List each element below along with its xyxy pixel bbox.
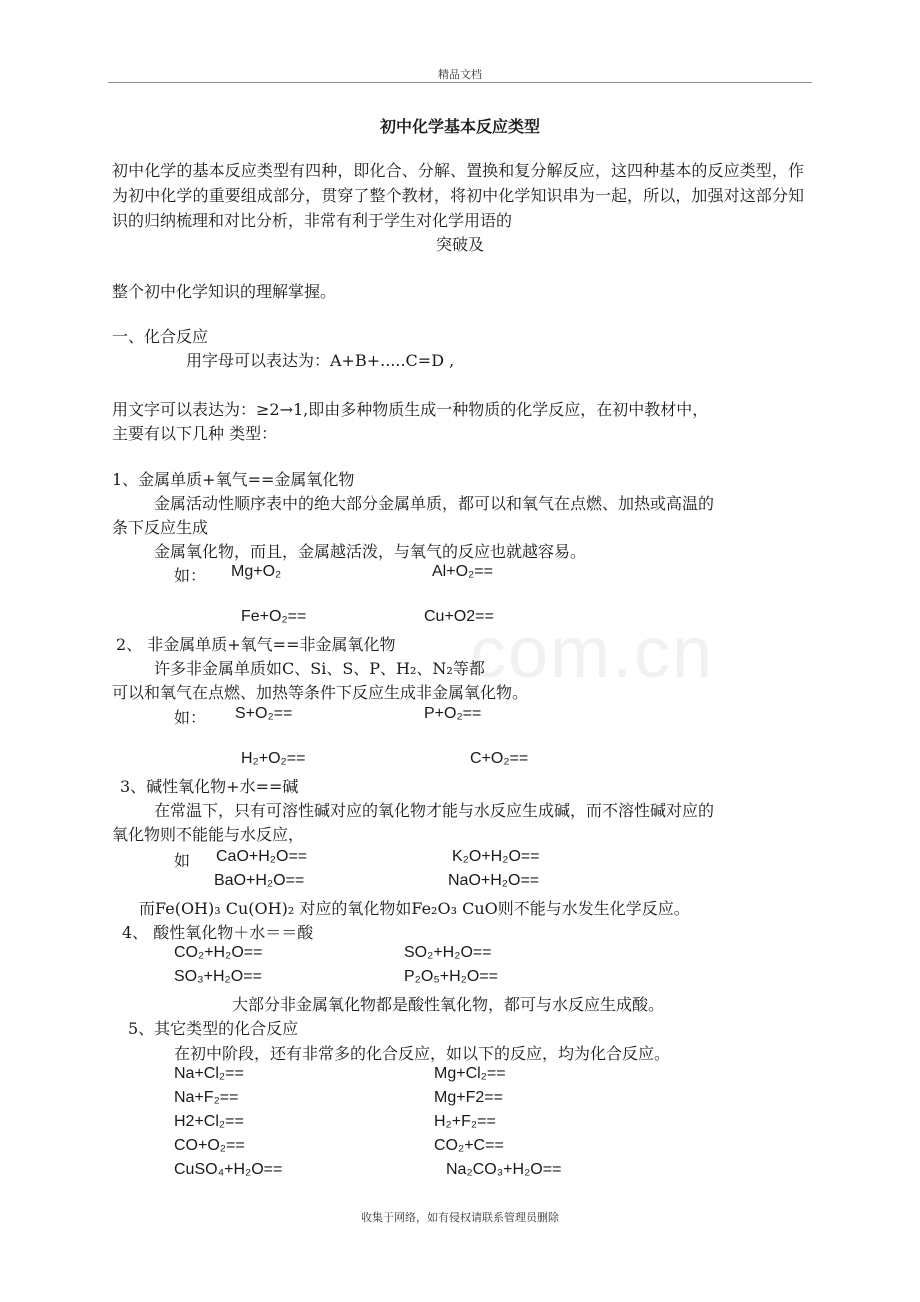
type2-example-prefix: 如： (174, 708, 207, 727)
equation-p2o5-h2o: P₂O₅+H₂O== (404, 968, 499, 985)
type3-desc-line2: 氧化物则不能能与水反应， (112, 825, 305, 844)
intro-paragraph: 初中化学的基本反应类型有四种，即化合、分解、置换和复分解反应，这四种基本的反应类型，作为初中化学的重要组成部分，贯穿了整个教材，将初中化学知识串为一起，所以，加强对这部分知识的归纳梳理和对比分析，非常有利于学生对化学用语的 (112, 161, 804, 230)
page-footer-label: 收集于网络，如有侵权请联系管理员删除 (361, 1211, 559, 1224)
type4-heading: 4、 酸性氧化物＋水＝＝酸 (122, 923, 314, 942)
type5-desc: 在初中阶段，还有非常多的化合反应，如以下的反应，均为化合反应。 (174, 1044, 671, 1063)
type2-desc-line2: 可以和氧气在点燃、加热等条件下反应生成非金属氧化物。 (112, 683, 529, 702)
equation-list-item: CO+O₂== (174, 1137, 245, 1154)
type1-desc-line2: 条下反应生成 (112, 518, 209, 537)
letters-expression: 用字母可以表达为：A+B+.....C=D , (186, 351, 455, 370)
equation-h2-o2: H₂+O₂== (241, 750, 306, 767)
equation-cu-o2: Cu+O2== (424, 608, 494, 625)
equation-so2-h2o: SO₂+H₂O== (404, 944, 492, 961)
equation-list-item: Mg+F2== (434, 1089, 503, 1106)
intro-last-line: 突破及 (435, 235, 484, 254)
section-heading-combination: 一、化合反应 (112, 327, 209, 346)
equation-co2-h2o: CO₂+H₂O== (174, 944, 263, 961)
equation-s-o2: S+O₂== (235, 705, 293, 722)
equation-so3-h2o: SO₃+H₂O== (174, 968, 262, 985)
equation-list-item: Na₂CO₃+H₂O== (446, 1161, 562, 1178)
words-expression-line1: 用文字可以表达为：≥2→1,即由多种物质生成一种物质的化学反应，在初中教材中， (112, 400, 709, 419)
equation-list-item: Na+F₂== (174, 1089, 239, 1106)
equation-list-item: CO₂+C== (434, 1137, 504, 1154)
equation-c-o2: C+O₂== (470, 750, 529, 767)
type4-note: 大部分非金属氧化物都是酸性氧化物，都可与水反应生成酸。 (232, 995, 665, 1014)
equation-p-o2: P+O₂== (424, 705, 482, 722)
type3-note: 而Fe(OH)₃ Cu(OH)₂ 对应的氧化物如Fe₂O₃ CuO则不能与水发生化学反应。 (139, 899, 690, 918)
equation-list-item: H2+Cl₂== (174, 1113, 244, 1130)
watermark: com.cn (470, 613, 715, 693)
equation-bao-h2o: BaO+H₂O== (214, 872, 305, 889)
type2-heading: 2、 非金属单质+氧气==非金属氧化物 (116, 635, 396, 654)
header-divider (108, 82, 812, 83)
equation-fe-o2: Fe+O₂== (241, 608, 307, 625)
equation-nao-h2o: NaO+H₂O== (448, 872, 540, 889)
type5-heading: 5、其它类型的化合反应 (128, 1019, 299, 1038)
type1-heading: 1、金属单质+氧气==金属氧化物 (112, 470, 355, 489)
type1-desc-line1: 金属活动性顺序表中的绝大部分金属单质，都可以和氧气在点燃、加热或高温的 (154, 494, 715, 513)
type3-desc-line1: 在常温下，只有可溶性碱对应的氧化物才能与水反应生成碱，而不溶性碱对应的 (154, 801, 715, 820)
type2-desc-line1: 许多非金属单质如C、Si、S、P、H₂、N₂等都 (154, 659, 485, 678)
type1-example-prefix: 如： (174, 566, 207, 585)
words-expression-line2: 主要有以下几种 类型： (112, 424, 278, 443)
type1-desc-line3: 金属氧化物，而且，金属越活泼，与氧气的反应也就越容易。 (154, 542, 587, 561)
equation-mg-o2: Mg+O₂ (231, 563, 282, 580)
equation-list-item: Na+Cl₂== (174, 1065, 244, 1082)
type3-example-prefix: 如 (174, 851, 191, 870)
equation-cao-h2o: CaO+H₂O== (216, 848, 308, 865)
equation-al-o2: Al+O₂== (432, 563, 493, 580)
equation-k2o-h2o: K₂O+H₂O== (452, 848, 540, 865)
page-header-label: 精品文档 (438, 68, 482, 81)
equation-list-item: H₂+F₂== (434, 1113, 496, 1130)
intro-continuation: 整个初中化学知识的理解掌握。 (112, 282, 337, 301)
type3-heading: 3、碱性氧化物+水==碱 (120, 777, 299, 796)
equation-list-item: Mg+Cl₂== (434, 1065, 506, 1082)
document-title: 初中化学基本反应类型 (379, 117, 540, 136)
equation-list-item: CuSO₄+H₂O== (174, 1161, 283, 1178)
